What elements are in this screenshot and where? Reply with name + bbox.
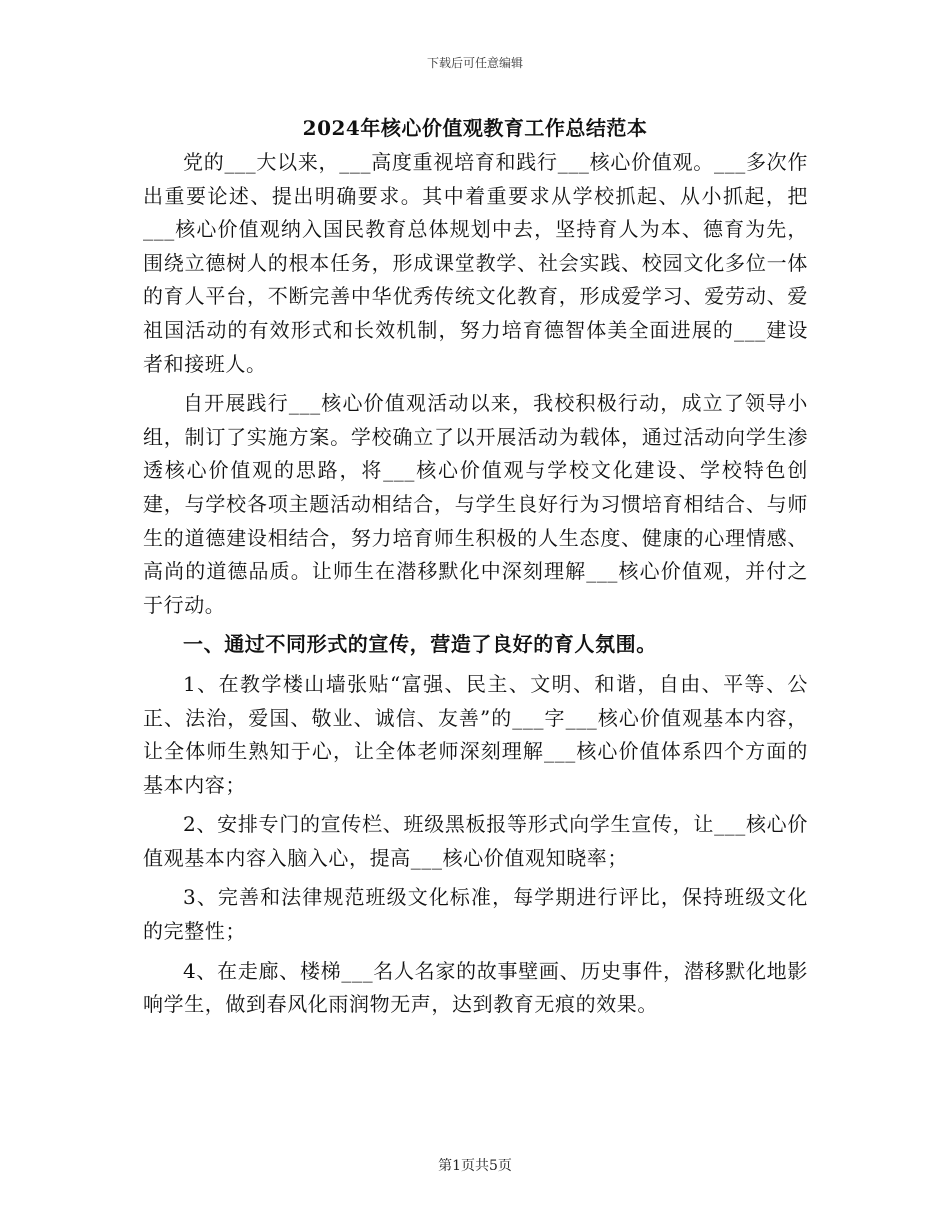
paragraph-intro: 党的___大以来，___高度重视培育和践行___核心价值观。___多次作出重要论述、提出明确要求。其中着重要求从学校抓起、从小抓起，把___核心价值观纳入国民教育总体规划中去，坚持育人为本、德育为先，围绕立德树人的根本任务，形成课堂教学、社会实践、校园文化多位一体的育人平台，不断完善中华优秀传统文化教育，形成爱学习、爱劳动、爱祖国活动的有效形式和长效机制，努力培育德智体美全面进展的___建设者和接班人。 (143, 150, 808, 376)
header-note: 下载后可任意编辑 (426, 56, 523, 70)
document-title: 2024年核心价值观教育工作总结范本 (302, 116, 648, 140)
paragraph-activities: 自开展践行___核心价值观活动以来，我校积极行动，成立了领导小组，制订了实施方案。学校确立了以开展活动为载体，通过活动向学生渗透核心价值观的思路，将___核心价值观与学校文化建设、学校特色创建，与学校各项主题活动相结合，与学生良好行为习惯培育相结合、与师生的道德建设相结合，努力培育师生积极的人生态度、健康的心理情感、高尚的道德品质。让师生在潜移默化中深刻理解___核心价值观，并付之于行动。 (143, 391, 808, 617)
list-item-2: 2、安排专门的宣传栏、班级黑板报等形式向学生宣传，让___核心价值观基本内容入脑入心，提高___核心价值观知晓率； (143, 812, 808, 870)
list-item-3: 3、完善和法律规范班级文化标准，每学期进行评比，保持班级文化的完整性； (143, 885, 808, 944)
section-heading: 一、通过不同形式的宣传，营造了良好的育人氛围。 (183, 632, 657, 657)
document-body (143, 146, 808, 1028)
list-item-4: 4、在走廊、楼梯___名人名家的故事壁画、历史事件，潜移默化地影响学生，做到春风化雨润物无声，达到教育无痕的效果。 (143, 958, 808, 1017)
page-footer: 第1页共5页 (438, 1158, 512, 1174)
list-item-1: 1、在教学楼山墙张贴“富强、民主、文明、和谐，自由、平等、公正、法治，爱国、敬业、诚信、友善”的___字___核心价值观基本内容，让全体师生熟知于心，让全体老师深刻理解___核心价值体系四个方面的基本内容； (143, 671, 808, 797)
